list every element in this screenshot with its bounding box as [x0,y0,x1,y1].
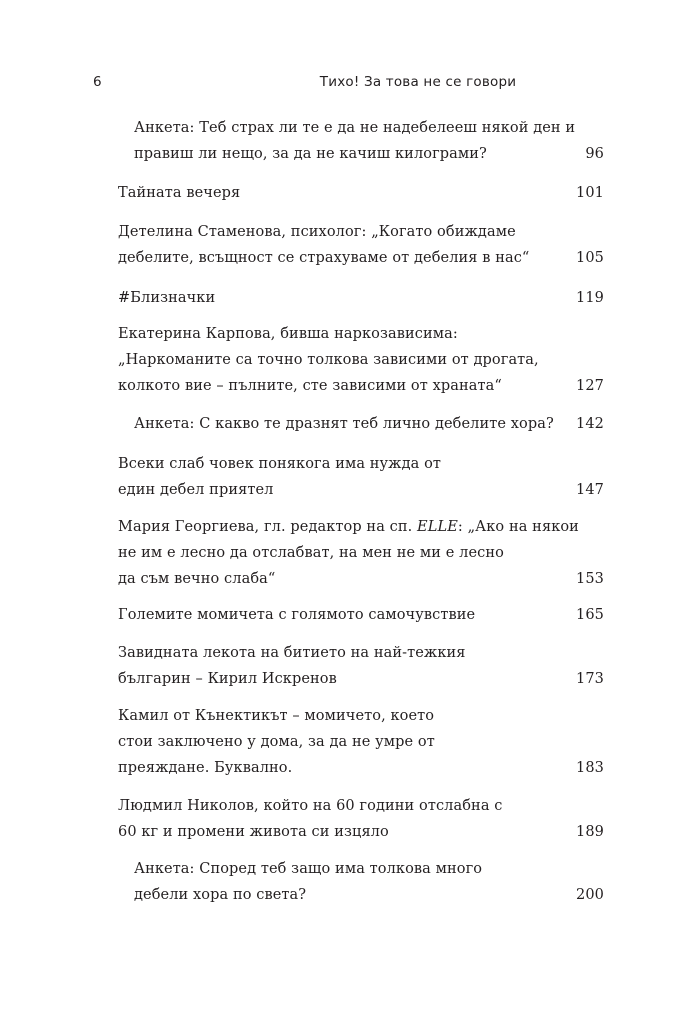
toc-page-number: 105 [576,250,604,266]
toc-entry-karpova[interactable] [118,321,604,399]
toc-entry-survey-fear[interactable] [134,115,604,167]
toc-entry-line: дебели хора по света? 200 [134,882,604,908]
toc-page-number: 96 [585,146,604,162]
page-number: 6 [93,74,102,90]
toc-entry-survey-why[interactable] [134,856,604,908]
toc-entry-georgieva[interactable] [118,514,604,592]
magazine-name: ELLE [417,519,458,535]
toc-entry-line: не им е лесно да отслабват, на мен не ми е лесно [118,545,504,561]
toc-page-number: 147 [576,482,604,498]
toc-page-number: 142 [576,416,604,432]
toc-entry-line: българин – Кирил Искренов 173 [118,666,604,692]
toc-entry-line: дебелите, всъщност се страхуваме от дебелия в нас“ 105 [118,245,604,271]
toc-entry-line: Анкета: Теб страх ли те е да не надебелееш някой ден и [134,120,576,136]
toc-entry-line: правиш ли нещо, за да не качиш килограми? 96 [134,141,604,167]
toc-entry-twins[interactable] [118,285,604,311]
toc-entry-stamenova[interactable] [118,219,604,271]
toc-entry-line: #Близначки 119 [118,285,604,311]
toc-page-number: 127 [576,378,604,394]
toc-entry-line: Тайната вечеря 101 [118,180,604,206]
toc-entry-camille[interactable] [118,703,604,781]
toc-page-number: 189 [576,824,604,840]
toc-entry-line: Людмил Николов, който на 60 години отслабна с [118,798,503,814]
toc-entry-last-supper[interactable] [118,180,604,206]
toc-entry-fat-friend[interactable] [118,451,604,503]
toc-entry-big-girls[interactable] [118,602,604,628]
toc-entry-line: стои заключено у дома, за да не умре от [118,734,435,750]
toc-entry-line: преяждане. Буквално. 183 [118,755,604,781]
page-header [93,74,603,94]
toc-entry-line: Детелина Стаменова, психолог: „Когато обиждаме [118,224,516,240]
toc-entry-line: колкото вие – пълните, сте зависими от храната“ 127 [118,373,604,399]
toc-entry-line: един дебел приятел 147 [118,477,604,503]
toc-entry-nikolov[interactable] [118,793,604,845]
toc-entry-iskrenov[interactable] [118,640,604,692]
toc-entry-line: Мария Георгиева, гл. редактор на сп. ELLE: „Ако на някои [118,519,579,535]
toc-page-number: 200 [576,887,604,903]
toc-page-number: 165 [576,607,604,623]
toc-entry-line: 60 кг и промени живота си изцяло 189 [118,819,604,845]
toc-page-number: 173 [576,671,604,687]
toc-entry-line: „Наркоманите са точно толкова зависими от дрогата, [118,352,539,368]
toc-page-number: 119 [576,290,604,306]
toc-page-number: 183 [576,760,604,776]
toc-entry-survey-annoy[interactable] [134,411,604,437]
toc-entry-line: Анкета: С какво те дразнят теб лично дебелите хора? 142 [134,411,604,437]
toc-entry-line: Екатерина Карпова, бивша наркозависима: [118,326,458,342]
toc-entry-line: да съм вечно слаба“ 153 [118,566,604,592]
toc-entry-line: Всеки слаб човек понякога има нужда от [118,456,442,472]
toc-page-number: 101 [576,185,604,201]
toc-entry-line: Завидната лекота на битието на най-тежкия [118,645,466,661]
toc-page-number: 153 [576,571,604,587]
running-title: Тихо! За това не се говори [319,74,517,90]
toc-entry-line: Анкета: Според теб защо има толкова много [134,861,483,877]
toc-entry-line: Камил от Кънектикът – момичето, което [118,708,435,724]
toc-entry-line: Големите момичета с голямото самочувствие 165 [118,602,604,628]
